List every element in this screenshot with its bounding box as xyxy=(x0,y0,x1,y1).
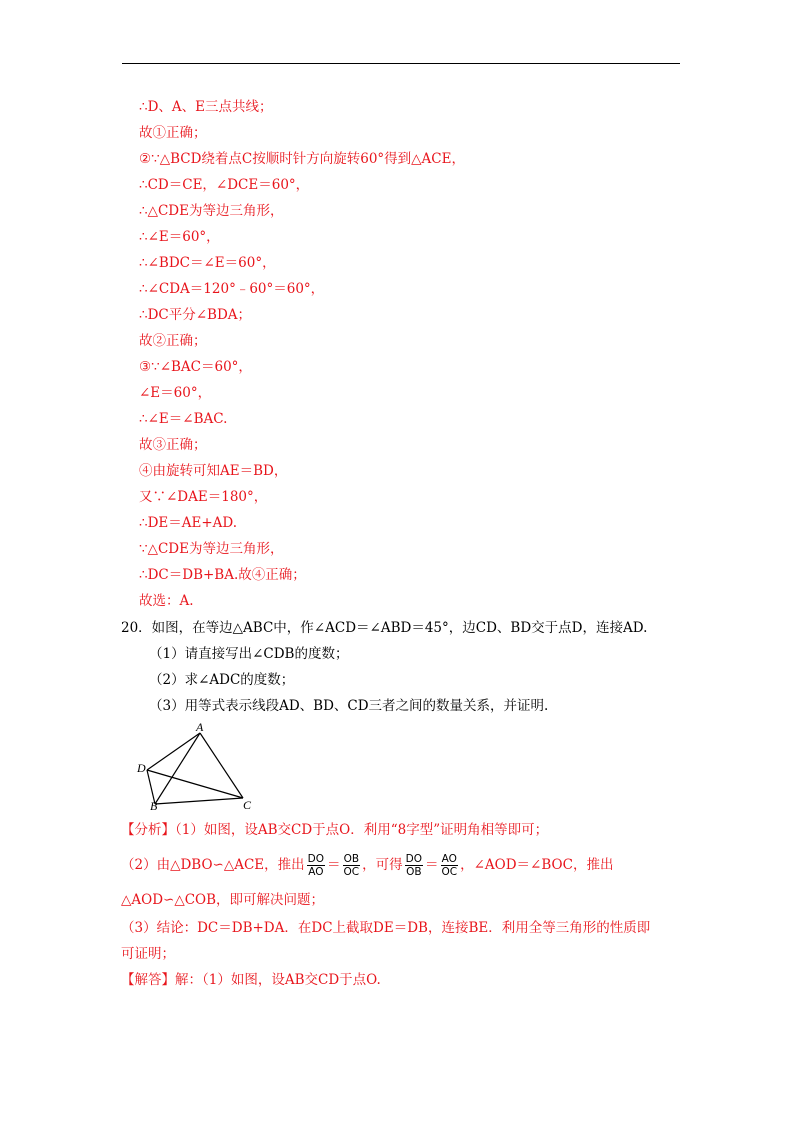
question-stem: 20．如图，在等边△ABC中，作∠ACD＝∠ABD＝45°，边CD、BD交于点D，连接AD. xyxy=(121,620,648,636)
solution-line-8: ∴∠CDA＝120°﹣60°＝60°， xyxy=(139,281,325,297)
fraction-numerator: OB xyxy=(343,853,360,865)
solution-line-17: ∴DE＝AE+AD. xyxy=(139,515,238,531)
fraction-denominator: OC xyxy=(343,866,360,878)
label-A: A xyxy=(196,720,204,734)
solution-line-16: 又∵∠DAE＝180°， xyxy=(139,489,268,505)
analysis-line-4: （3）结论：DC＝DB+DA．在DC上截取DE＝DB，连接BE．利用全等三角形的性质即 xyxy=(121,920,651,936)
solution-line-11: ③∵∠BAC＝60°， xyxy=(139,359,252,375)
segment-AC xyxy=(200,733,243,798)
solution-line-7: ∴∠BDC＝∠E＝60°， xyxy=(139,255,276,271)
solution-line-18: ∵△CDE为等边三角形， xyxy=(139,541,284,557)
label-D: D xyxy=(137,761,146,775)
solution-line-5: ∴△CDE为等边三角形， xyxy=(139,203,284,219)
fraction-numerator: AO xyxy=(441,853,457,865)
fraction-denominator: OB xyxy=(406,866,422,878)
fraction-denominator: AO xyxy=(308,866,324,878)
solution-line-20: 故选：A. xyxy=(139,593,194,609)
fraction-numerator: DO xyxy=(307,853,325,865)
solution-line-14: 故③正确； xyxy=(139,437,207,453)
solution-line-4: ∴CD＝CE，∠DCE＝60°， xyxy=(139,177,310,193)
triangle-figure xyxy=(134,720,264,812)
fraction-AO-OC xyxy=(441,853,459,878)
equals-sign: ＝ xyxy=(425,857,439,873)
solution-line-6: ∴∠E＝60°， xyxy=(139,229,220,245)
solution-line-3: ②∵△BCD绕着点C按顺时针方向旋转60°得到△ACE， xyxy=(139,151,465,167)
analysis-line-5: 可证明； xyxy=(121,946,175,962)
solution-line-10: 故②正确； xyxy=(139,333,207,349)
solution-line-13: ∴∠E＝∠BAC. xyxy=(139,411,228,427)
analysis-line-2-start: （2）由△DBO∽△ACE，推出 xyxy=(121,857,305,873)
analysis-line-2-end: ，∠AOD＝∠BOC，推出 xyxy=(460,857,614,873)
fraction-DO-AO xyxy=(307,853,325,878)
solution-line-9: ∴DC平分∠BDA； xyxy=(139,307,252,323)
fraction-numerator: DO xyxy=(405,853,422,865)
fraction-denominator: OC xyxy=(441,866,458,878)
segment-BC xyxy=(155,798,243,804)
fraction-OB-OC xyxy=(343,853,361,878)
label-B: B xyxy=(150,799,158,812)
analysis-line-3: △AOD∽△COB，即可解决问题； xyxy=(121,892,325,908)
question-part-2: （2）求∠ADC的度数； xyxy=(149,672,295,688)
analysis-line-2-mid: ，可得 xyxy=(362,857,403,873)
fraction-DO-OB xyxy=(405,853,423,878)
question-part-1: （1）请直接写出∠CDB的度数； xyxy=(149,646,349,662)
label-C: C xyxy=(243,798,252,812)
segment-AB xyxy=(155,733,200,804)
segment-DA xyxy=(147,733,200,770)
solution-line-19: ∴DC＝DB+BA.故④正确； xyxy=(139,567,306,583)
question-part-3: （3）用等式表示线段AD、BD、CD三者之间的数量关系，并证明. xyxy=(149,698,549,714)
solution-line-12: ∠E＝60°， xyxy=(139,385,212,401)
solution-line-1: ∴D、A、E三点共线； xyxy=(139,99,273,115)
analysis-line-2 xyxy=(121,850,613,880)
solution-line-15: ④由旋转可知AE＝BD， xyxy=(139,463,288,479)
solution-line-2: 故①正确； xyxy=(139,125,207,141)
answer-line-1: 【解答】解：（1）如图，设AB交CD于点O. xyxy=(121,972,381,988)
equals-sign: ＝ xyxy=(327,857,341,873)
header-rule xyxy=(122,63,680,64)
analysis-line-1: 【分析】（1）如图，设AB交CD于点O．利用“8字型”证明角相等即可； xyxy=(121,822,549,838)
